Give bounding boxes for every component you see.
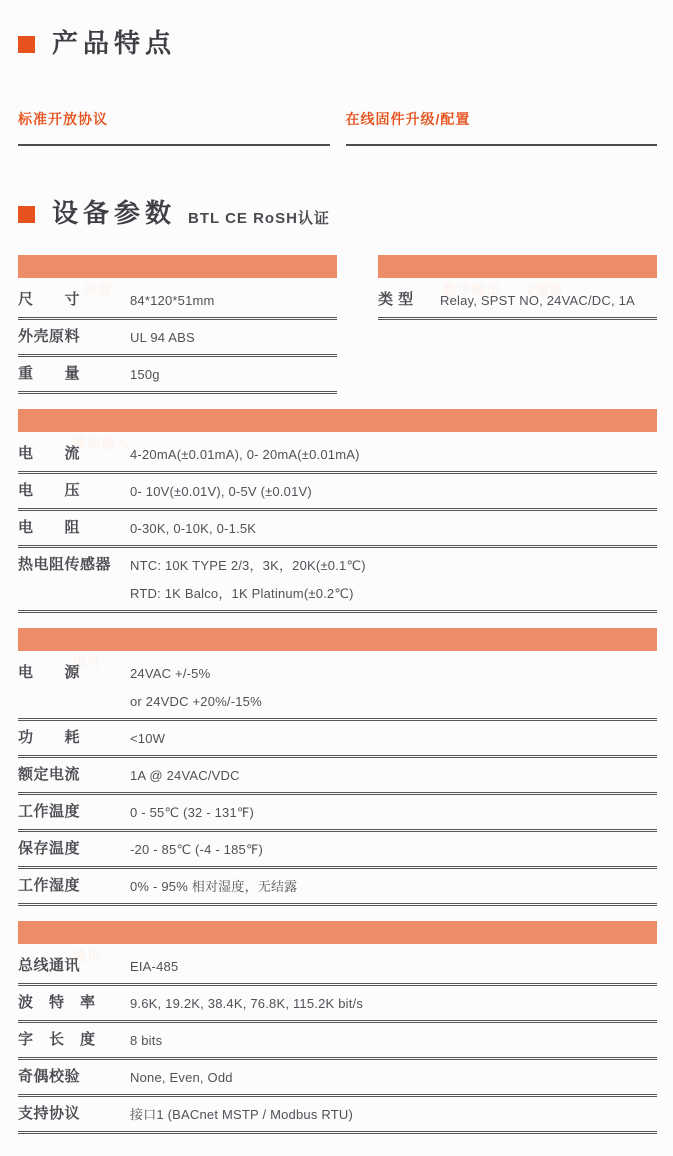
table-header-bar-appearance	[18, 255, 337, 298]
spec-value-line: 1A @ 24VAC/VDC	[130, 768, 240, 784]
spec-value-line: 9.6K, 19.2K, 38.4K, 76.8K, 115.2K bit/s	[130, 996, 364, 1012]
spec-value-line-2: or 24VDC +20%/-15%	[130, 694, 262, 710]
orange-square-bullet-icon	[18, 206, 35, 223]
tables-two-column-row	[18, 255, 657, 394]
spec-label: 重 量	[18, 365, 81, 383]
spec-label: 额定电流	[18, 766, 81, 784]
table-row	[18, 548, 657, 613]
spec-label: 支持协议	[18, 1105, 81, 1123]
spec-value-line: 4-20mA(±0.01mA), 0- 20mA(±0.01mA)	[130, 447, 360, 463]
features-section-heading	[18, 28, 657, 59]
features-title: 产品特点	[52, 28, 177, 58]
table-rows	[18, 949, 657, 1134]
table-title: 通讯	[72, 948, 102, 964]
spec-value	[130, 956, 178, 975]
table-title: 模拟输入	[72, 436, 131, 452]
spec-value	[130, 839, 263, 858]
table-digital-output	[378, 255, 657, 320]
table-row	[18, 511, 657, 548]
table-rows	[18, 656, 657, 906]
table-rows	[18, 437, 657, 613]
table-title: 电气	[72, 655, 102, 671]
spec-label: 奇偶校验	[18, 1068, 81, 1086]
feature-columns	[18, 109, 657, 156]
spec-value	[440, 290, 635, 309]
spec-label: 工作温度	[18, 803, 81, 821]
table-row	[18, 795, 657, 832]
table-title: 数字输出	[443, 282, 502, 298]
feature-header-firmware: 在线固件升级/配置	[345, 111, 471, 128]
feature-column-firmware	[346, 109, 658, 156]
table-row	[18, 656, 657, 721]
spec-value	[130, 728, 165, 747]
table-appearance	[18, 255, 337, 394]
table-row	[18, 357, 337, 394]
table-header-bar-electrical	[18, 628, 657, 671]
spec-label: 电 源	[18, 664, 81, 682]
spec-value	[130, 663, 262, 710]
table-row	[18, 1023, 657, 1060]
spec-value	[130, 444, 360, 463]
feature-header-protocol: 标准开放协议	[18, 111, 108, 128]
spec-value-line: 0- 10V(±0.01V), 0-5V (±0.01V)	[130, 484, 312, 500]
spec-value	[130, 765, 240, 784]
spec-value	[130, 327, 195, 346]
spec-label: 类 型	[378, 291, 414, 309]
table-row	[18, 1097, 657, 1134]
spec-label: 外壳原料	[18, 328, 81, 346]
spec-value-line: 8 bits	[130, 1033, 163, 1049]
table-row	[18, 832, 657, 869]
spec-value-line: NTC: 10K TYPE 2/3，3K，20K(±0.1℃)	[130, 558, 366, 574]
spec-value	[130, 993, 363, 1012]
table-row	[18, 986, 657, 1023]
spec-value-line: UL 94 ABS	[130, 330, 195, 346]
params-section	[18, 198, 657, 1134]
params-section-heading	[18, 198, 657, 229]
spec-value-line: <10W	[130, 731, 166, 747]
spec-value-line: 0-30K, 0-10K, 0-1.5K	[130, 521, 257, 537]
spec-label: 波 特 率	[18, 994, 96, 1012]
table-row	[18, 721, 657, 758]
table-analog-input	[18, 409, 657, 613]
table-communication	[18, 921, 657, 1134]
spec-value	[130, 481, 312, 500]
table-row	[18, 474, 657, 511]
spec-value-line: 接口1 (BACnet MSTP / Modbus RTU)	[130, 1107, 353, 1123]
spec-label: 保存温度	[18, 840, 81, 858]
table-header-bar-analog-input	[18, 409, 657, 452]
spec-value-line: 84*120*51mm	[130, 293, 215, 309]
spec-value-line: None, Even, Odd	[130, 1070, 233, 1086]
spec-value	[130, 518, 256, 537]
spec-label: 工作湿度	[18, 877, 81, 895]
spec-value-line: Relay, SPST NO, 24VAC/DC, 1A	[440, 293, 635, 309]
params-title: 设备参数	[52, 198, 177, 229]
table-electrical	[18, 628, 657, 906]
spec-value	[130, 1067, 233, 1086]
spec-label: 字 长 度	[18, 1031, 96, 1049]
spec-label: 热电阻传感器	[18, 556, 112, 574]
table-row	[18, 758, 657, 795]
spec-value	[130, 555, 366, 602]
spec-value	[130, 876, 297, 895]
spec-label: 尺 寸	[18, 291, 81, 309]
spec-value	[130, 290, 215, 309]
channel-count-badge: 2通道	[527, 282, 564, 298]
spec-value-line: 0 - 55℃ (32 - 131℉)	[130, 805, 254, 821]
orange-square-bullet-icon	[18, 36, 35, 53]
certification-subtitle: BTL CE RoSH认证	[188, 210, 330, 228]
spec-value	[130, 802, 254, 821]
spec-value-line: 0% - 95% 相对湿度，无结露	[130, 879, 298, 895]
spec-value	[130, 364, 160, 383]
table-title: 外观	[83, 282, 113, 298]
table-rows	[18, 283, 337, 394]
spec-label: 电 流	[18, 445, 81, 463]
table-row	[18, 869, 657, 906]
divider-line	[346, 144, 658, 146]
spec-label: 电 压	[18, 482, 81, 500]
spec-value-line: -20 - 85℃ (-4 - 185℉)	[130, 842, 264, 858]
spec-value-line: EIA-485	[130, 959, 179, 975]
divider-line	[18, 144, 330, 146]
feature-column-protocol	[18, 109, 330, 156]
spec-value	[130, 1104, 353, 1123]
table-row	[18, 320, 337, 357]
spec-label: 总线通讯	[18, 957, 81, 975]
table-row	[18, 949, 657, 986]
spec-value-line-2: RTD: 1K Balco，1K Platinum(±0.2℃)	[130, 586, 354, 602]
spec-label: 功 耗	[18, 729, 81, 747]
table-header-bar-digital-output	[378, 255, 657, 298]
spec-value-line: 24VAC +/-5%	[130, 666, 211, 682]
spec-label: 电 阻	[18, 519, 81, 537]
spec-value-line: 150g	[130, 367, 160, 383]
table-header-bar-communication	[18, 921, 657, 964]
spec-value	[130, 1030, 162, 1049]
table-row	[18, 1060, 657, 1097]
